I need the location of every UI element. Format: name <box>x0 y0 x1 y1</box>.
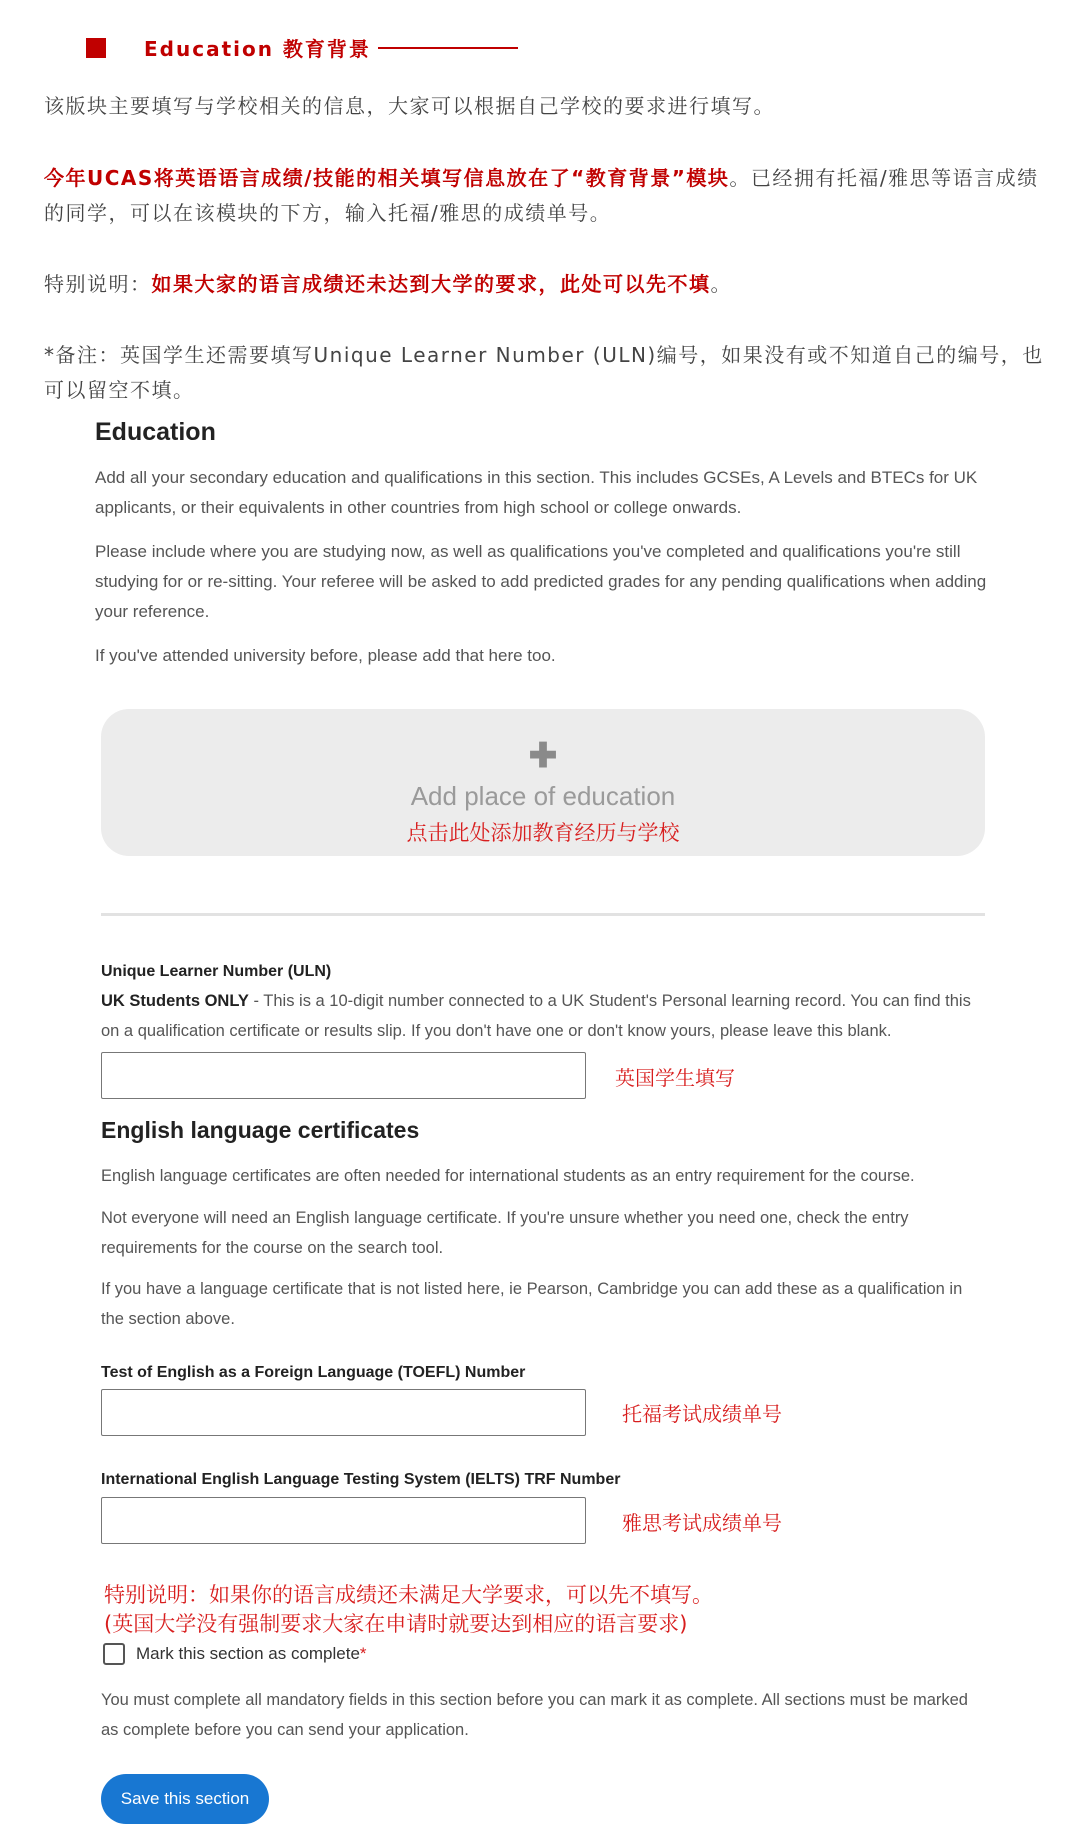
ielts-label: International English Language Testing System (IELTS) TRF Number <box>101 1471 621 1488</box>
mark-complete-label[interactable] <box>136 1644 367 1664</box>
required-mark: * <box>359 1644 367 1663</box>
education-description-1: Add all your secondary education and qualifications in this section. This includes GCSEs, A Levels and BTECs for UK applicants, or their equivalents in other countries from high school or college onwards. <box>95 468 978 517</box>
mandatory-fields-notice: You must complete all mandatory fields in this section before you can mark it as complete. All sections must be marked as complete before you can send your application. <box>101 1691 968 1739</box>
ucas-change-rest: 。已经拥有托福/雅思等语言成绩的同学，可以在该模块的下方，输入托福/雅思的成绩单号。 <box>44 166 1039 225</box>
ielts-input[interactable] <box>101 1497 586 1544</box>
english-description-2: Not everyone will need an English language certificate. If you're unsure whether you need one, check the entry requirements for the course on the search tool. <box>101 1209 909 1257</box>
section-title: Education 教育背景 <box>144 37 371 61</box>
mark-complete-text: Mark this section as complete <box>136 1644 360 1663</box>
add-place-of-education-button[interactable] <box>101 709 985 856</box>
uln-remark-paragraph: *备注：英国学生还需要填写Unique Learner Number (ULN)编号，如果没有或不知道自己的编号，也可以留空不填。 <box>44 343 1044 402</box>
education-heading: Education <box>95 418 216 446</box>
english-description-1: English language certificates are often needed for international students as an entry requirement for the course. <box>101 1167 915 1185</box>
language-special-note <box>104 1581 713 1639</box>
uln-label: Unique Learner Number (ULN) <box>101 963 332 980</box>
toefl-annotation: 托福考试成绩单号 <box>622 1402 782 1426</box>
header-square-icon <box>86 38 106 58</box>
uln-input[interactable] <box>101 1052 586 1099</box>
uln-description <box>101 986 981 1046</box>
plus-icon: ✚ <box>528 737 558 775</box>
mark-complete-checkbox[interactable] <box>103 1643 125 1665</box>
english-certificates-heading: English language certificates <box>101 1117 420 1143</box>
uln-annotation: 英国学生填写 <box>615 1066 735 1090</box>
ielts-annotation: 雅思考试成绩单号 <box>622 1511 782 1535</box>
add-place-annotation: 点击此处添加教育经历与学校 <box>406 821 680 845</box>
education-description-2: Please include where you are studying now, as well as qualifications you've completed and qualifications you're still studying for or re-sitting. Your referee will be asked to add predicted grades for any pending qualifications when adding your reference. <box>95 542 987 621</box>
language-special-note-line2: (英国大学没有强制要求大家在申请时就要达到相应的语言要求) <box>104 1612 688 1636</box>
special-note-highlight: 如果大家的语言成绩还未达到大学的要求，此处可以先不填 <box>151 272 711 296</box>
ucas-change-highlight: 今年UCAS将英语语言成绩/技能的相关填写信息放在了“教育背景”模块 <box>44 166 730 190</box>
toefl-input[interactable] <box>101 1389 586 1436</box>
section-divider <box>101 913 985 916</box>
english-description-3: If you have a language certificate that is not listed here, ie Pearson, Cambridge you can add these as a qualification in the section above. <box>101 1280 963 1328</box>
special-note-prefix: 特别说明： <box>44 272 152 296</box>
add-place-label: Add place of education <box>410 781 676 811</box>
header-divider <box>378 47 518 49</box>
intro-paragraph: 该版块主要填写与学校相关的信息，大家可以根据自己学校的要求进行填写。 <box>44 94 775 118</box>
special-note-paragraph <box>44 267 1044 302</box>
ucas-change-paragraph <box>44 161 1044 231</box>
uln-desc-bold: UK Students ONLY <box>101 992 249 1010</box>
education-description-3: If you've attended university before, please add that here too. <box>95 646 556 665</box>
special-note-end: 。 <box>710 272 732 296</box>
save-section-button[interactable]: Save this section <box>101 1774 269 1824</box>
language-special-note-line1: 特别说明：如果你的语言成绩还未满足大学要求，可以先不填写。 <box>104 1583 713 1607</box>
toefl-label: Test of English as a Foreign Language (TOEFL) Number <box>101 1364 526 1381</box>
uln-desc-text: - This is a 10-digit number connected to a UK Student's Personal learning record. You can find this on a qualification certificate or results slip. If you don't have one or don't know yours, please leave this blank. <box>101 992 971 1040</box>
